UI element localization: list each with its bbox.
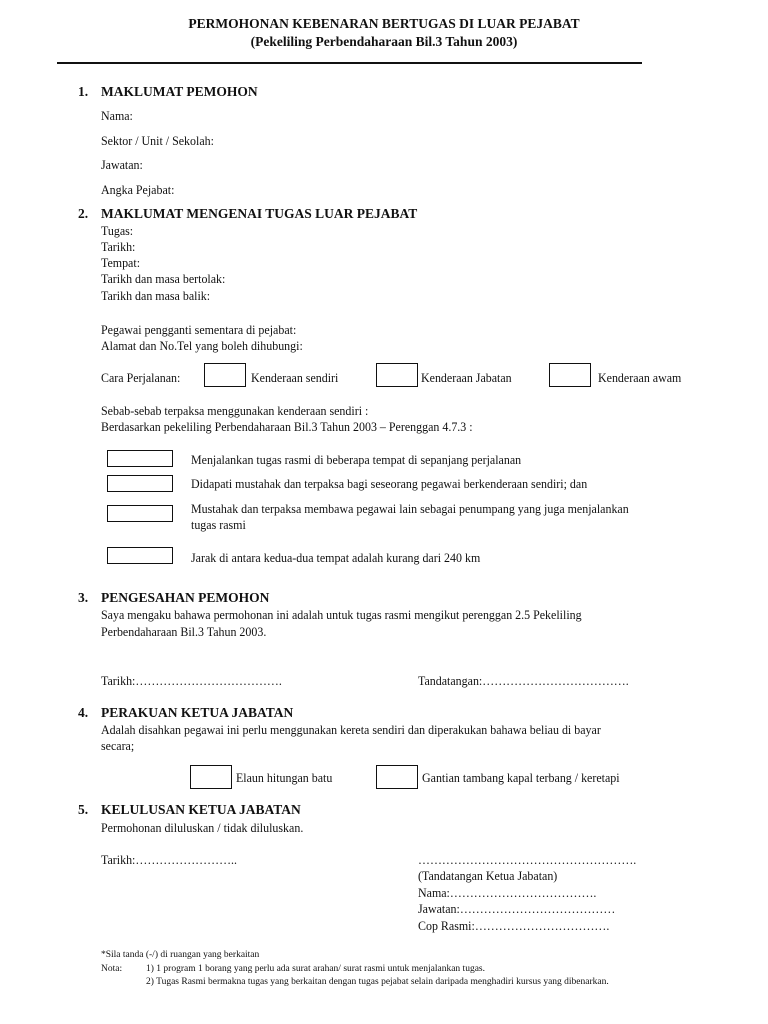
return-field-label: Tarikh dan masa balik: — [101, 288, 211, 303]
section2-number: 2. — [78, 206, 89, 221]
reason-checkbox-1[interactable] — [107, 450, 173, 467]
own-vehicle-checkbox[interactable] — [204, 363, 246, 387]
contact-address-label: Alamat dan No.Tel yang boleh dihubungi: — [101, 338, 303, 353]
reason-label-1: Menjalankan tugas rasmi di beberapa tempat di sepanjang perjalanan — [191, 452, 522, 467]
note-1: 1) 1 program 1 borang yang perlu ada surat arahan/ surat rasmi untuk menjalankan tugas. — [146, 964, 485, 974]
reason-label-4: Jarak di antara kedua-dua tempat adalah kurang dari 240 km — [191, 550, 481, 565]
section5-heading: KELULUSAN KETUA JABATAN — [101, 802, 301, 817]
fare-replacement-label: Gantian tambang kapal terbang / keretapi — [422, 770, 620, 785]
approval-text: Permohonan diluluskan / tidak diluluskan. — [101, 820, 304, 835]
section3-heading: PENGESAHAN PEMOHON — [101, 590, 270, 605]
note-label: Nota: — [101, 964, 123, 974]
head-signature-line: ………………………………………………. — [418, 852, 637, 867]
section5-number: 5. — [78, 802, 89, 817]
note-2: 2) Tugas Rasmi bermakna tugas yang berkaitan dengan tugas pejabat selain daripada menghadiri kursus yang dibenarkan. — [146, 977, 609, 987]
official-stamp-field: Cop Rasmi:……………………………. — [418, 918, 610, 933]
reasons-basis: Berdasarkan pekeliling Perbendaharaan Bil.3 Tahun 2003 – Perenggan 4.7.3 : — [101, 419, 473, 434]
applicant-date-field: Tarikh:………………………………. — [101, 673, 282, 688]
name-field-label: Nama: — [101, 108, 133, 123]
date-field-label: Tarikh: — [101, 239, 136, 254]
office-number-field-label: Angka Pejabat: — [101, 182, 175, 197]
mileage-allowance-label: Elaun hitungan batu — [236, 770, 333, 785]
public-transport-label: Kenderaan awam — [598, 370, 682, 385]
section2-heading: MAKLUMAT MENGENAI TUGAS LUAR PEJABAT — [101, 206, 418, 221]
duty-field-label: Tugas: — [101, 223, 134, 238]
public-transport-checkbox[interactable] — [549, 363, 591, 387]
head-signature-caption: (Tandatangan Ketua Jabatan) — [418, 868, 558, 883]
section4-heading: PERAKUAN KETUA JABATAN — [101, 705, 294, 720]
section4-number: 4. — [78, 705, 89, 720]
position-field-label: Jawatan: — [101, 157, 143, 172]
department-vehicle-label: Kenderaan Jabatan — [421, 370, 512, 385]
head-name-field: Nama:………………………………. — [418, 885, 597, 900]
mileage-allowance-checkbox[interactable] — [190, 765, 232, 789]
reasons-intro: Sebab-sebab terpaksa menggunakan kenderaan sendiri : — [101, 403, 369, 418]
travel-mode-label: Cara Perjalanan: — [101, 370, 181, 385]
applicant-signature-field: Tandatangan:………………………………. — [418, 673, 629, 688]
approval-date-field: Tarikh:…………………….. — [101, 852, 238, 867]
reason-checkbox-3[interactable] — [107, 505, 173, 522]
section1-heading: MAKLUMAT PEMOHON — [101, 84, 258, 99]
reason-label-3: Mustahak dan terpaksa membawa pegawai lain sebagai penumpang yang juga menjalankan — [191, 501, 629, 516]
own-vehicle-label: Kenderaan sendiri — [251, 370, 339, 385]
department-vehicle-checkbox[interactable] — [376, 363, 418, 387]
departure-field-label: Tarikh dan masa bertolak: — [101, 271, 226, 286]
reason-checkbox-2[interactable] — [107, 475, 173, 492]
replacement-officer-label: Pegawai pengganti sementara di pejabat: — [101, 322, 297, 337]
tick-instruction: *Sila tanda (-/) di ruangan yang berkaitan — [101, 950, 260, 960]
reason-label-3-cont: tugas rasmi — [191, 517, 246, 532]
form-subtitle: (Pekeliling Perbendaharaan Bil.3 Tahun 2003) — [250, 34, 518, 49]
endorsement-text-2: secara; — [101, 738, 135, 753]
declaration-text-2: Perbendaharaan Bil.3 Tahun 2003. — [101, 624, 267, 639]
place-field-label: Tempat: — [101, 255, 141, 270]
sector-field-label: Sektor / Unit / Sekolah: — [101, 133, 214, 148]
form-title: PERMOHONAN KEBENARAN BERTUGAS DI LUAR PEJABAT — [188, 16, 580, 31]
head-position-field: Jawatan:………………………………… — [418, 901, 616, 916]
reason-checkbox-4[interactable] — [107, 547, 173, 564]
endorsement-text-1: Adalah disahkan pegawai ini perlu menggunakan kereta sendiri dan diperakukan bahawa beliau di bayar — [101, 722, 601, 737]
declaration-text-1: Saya mengaku bahawa permohonan ini adalah untuk tugas rasmi mengikut perenggan 2.5 Pekeliling — [101, 607, 582, 622]
reason-label-2: Didapati mustahak dan terpaksa bagi seseorang pegawai berkenderaan sendiri; dan — [191, 476, 588, 491]
section3-number: 3. — [78, 590, 89, 605]
section1-number: 1. — [78, 84, 89, 99]
fare-replacement-checkbox[interactable] — [376, 765, 418, 789]
header-rule — [57, 62, 642, 64]
